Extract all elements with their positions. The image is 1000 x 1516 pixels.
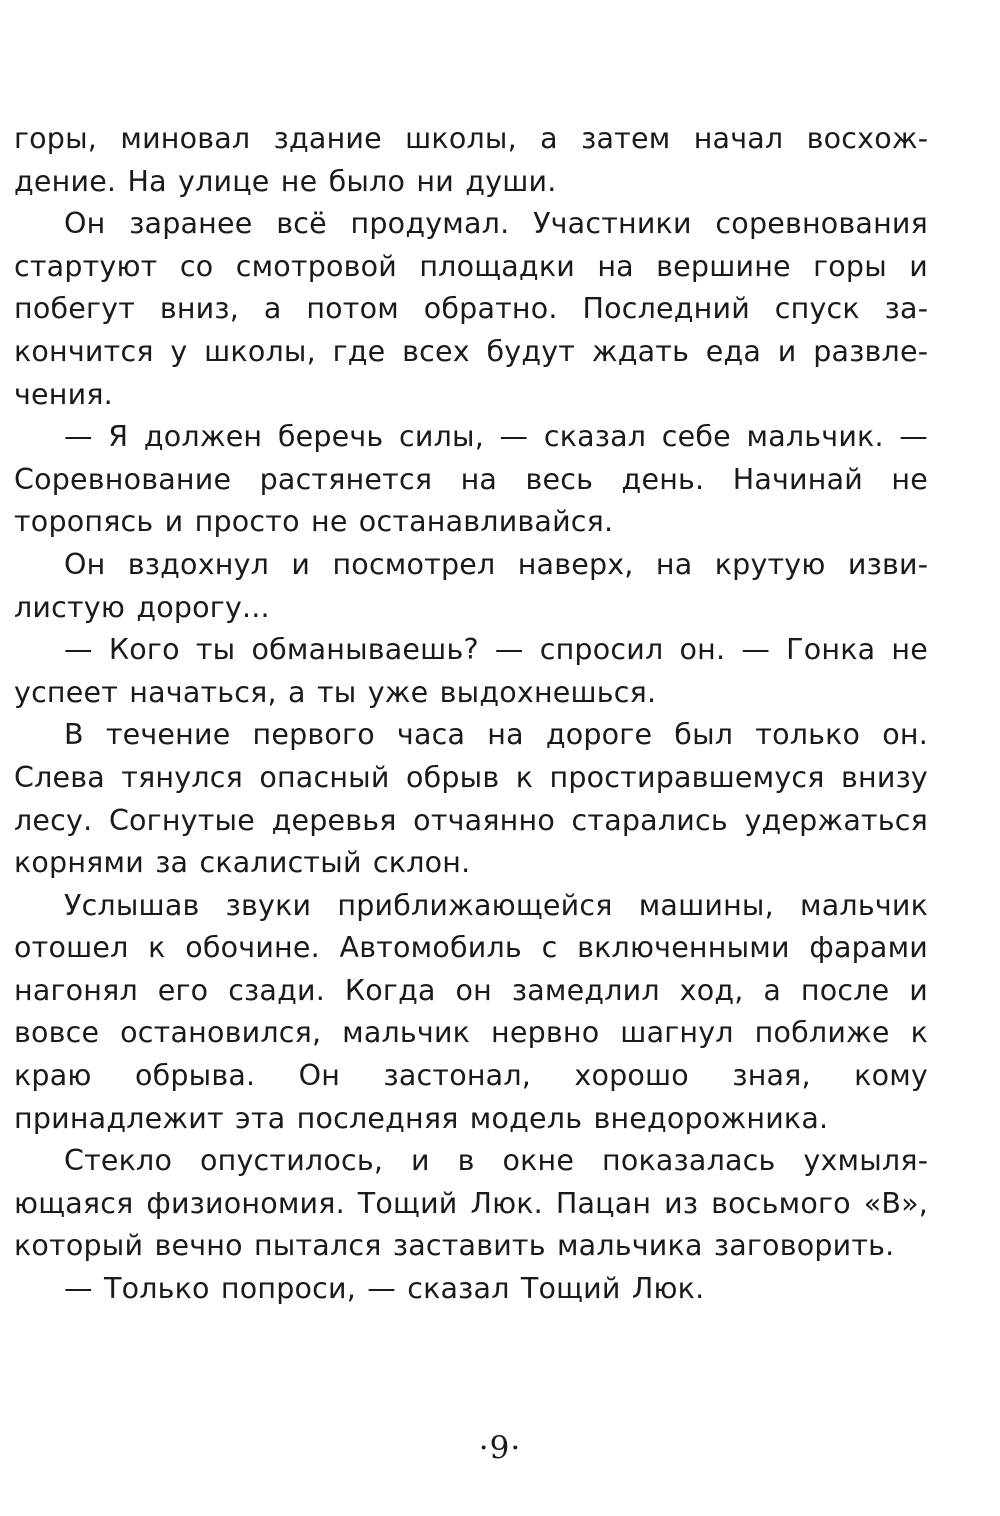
text-body bbox=[14, 118, 928, 1311]
paragraph: В течение первого часа на дороге был только он. Слева тянулся опасный обрыв к простиравшемуся внизу лесу. Согнутые деревья отчаянно старались удержаться корнями за скалистый склон. bbox=[14, 718, 928, 880]
paragraph: Он вздохнул и посмотрел наверх, на крутую извилистую дорогу... bbox=[14, 547, 928, 624]
paragraph: — Кого ты обманываешь? — спросил он. — Гонка не успеет начаться, а ты уже выдохнешься. bbox=[14, 633, 928, 709]
paragraph: Он заранее всё продумал. Участники соревнования стартуют со смотровой площадки на вершине горы и побегут вниз, а потом обратно. Последний спуск закончится у школы, где всех будут ждать еда и развлечения. bbox=[14, 207, 928, 411]
paragraph: Услышав звуки приближающейся машины, мальчик отошел к обочине. Автомобиль с включенными фарами нагонял его сзади. Когда он замедлил ход, а после и вовсе остановился, мальчик нервно шагнул поближе к краю обрыва. Он застонал, хорошо зная, кому принадлежит эта последняя модель внедорожника. bbox=[14, 888, 928, 1135]
paragraph: горы, миновал здание школы, а затем начал восхождение. На улице не было ни души. bbox=[14, 122, 928, 198]
paragraph: — Только попроси, — сказал Тощий Люк. bbox=[64, 1272, 705, 1306]
paragraph: Стекло опустилось, и в окне показалась ухмыляющаяся физиономия. Тощий Люк. Пацан из восьмого «В», который вечно пытался заставить мальчика заговорить. bbox=[14, 1144, 928, 1263]
paragraph: — Я должен беречь силы, — сказал себе мальчик. — Соревнование растянется на весь день. Начинай не торопясь и просто не останавливайся. bbox=[14, 420, 928, 539]
page-number: ·9· bbox=[478, 1430, 522, 1466]
